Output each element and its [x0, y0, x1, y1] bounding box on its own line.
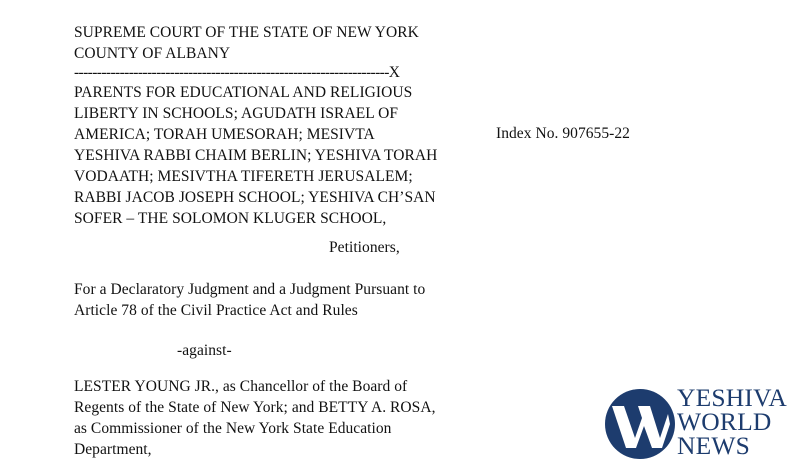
watermark-logo [604, 383, 799, 462]
petitioner-line: AMERICA; TORAH UMESORAH; MESIVTA [74, 126, 375, 143]
petitioners-label: Petitioners, [329, 239, 400, 256]
respondent-line: as Commissioner of the New York State Education [74, 420, 392, 437]
respondents-caption [74, 376, 436, 460]
watermark-line-3: NEWS [677, 431, 751, 460]
watermark-wordmark [677, 383, 788, 460]
petitioner-line: PARENTS FOR EDUCATIONAL AND RELIGIOUS [74, 84, 413, 101]
watermark-line-1: YESHIVA [677, 383, 788, 412]
petitioner-line: SOFER – THE SOLOMON KLUGER SCHOOL, [74, 210, 387, 227]
proceeding-description [74, 279, 425, 321]
caption-separator: ---------------------------------------------------------------------X [74, 64, 400, 81]
against-label: -against- [177, 342, 232, 359]
respondent-line: Regents of the State of New York; and BETTY A. ROSA, [74, 399, 436, 416]
proceeding-line: Article 78 of the Civil Practice Act and Rules [74, 302, 358, 319]
respondent-line: LESTER YOUNG JR., as Chancellor of the Board of [74, 378, 408, 395]
index-number: Index No. 907655-22 [496, 125, 630, 142]
petitioner-line: LIBERTY IN SCHOOLS; AGUDATH ISRAEL OF [74, 105, 398, 122]
yeshiva-world-news-logo-icon [604, 388, 676, 460]
county-line: COUNTY OF ALBANY [74, 45, 231, 62]
petitioner-line: VODAATH; MESIVTHA TIFERETH JERUSALEM; [74, 168, 413, 185]
watermark-line-2: WORLD [677, 407, 772, 436]
respondent-line: Department, [74, 441, 152, 458]
petitioner-line: YESHIVA RABBI CHAIM BERLIN; YESHIVA TORAH [74, 147, 438, 164]
petitioners-caption [74, 82, 437, 229]
court-name-line: SUPREME COURT OF THE STATE OF NEW YORK [74, 24, 419, 41]
proceeding-line: For a Declaratory Judgment and a Judgment Pursuant to [74, 281, 426, 298]
petitioner-line: RABBI JACOB JOSEPH SCHOOL; YESHIVA CH’SAN [74, 189, 436, 206]
